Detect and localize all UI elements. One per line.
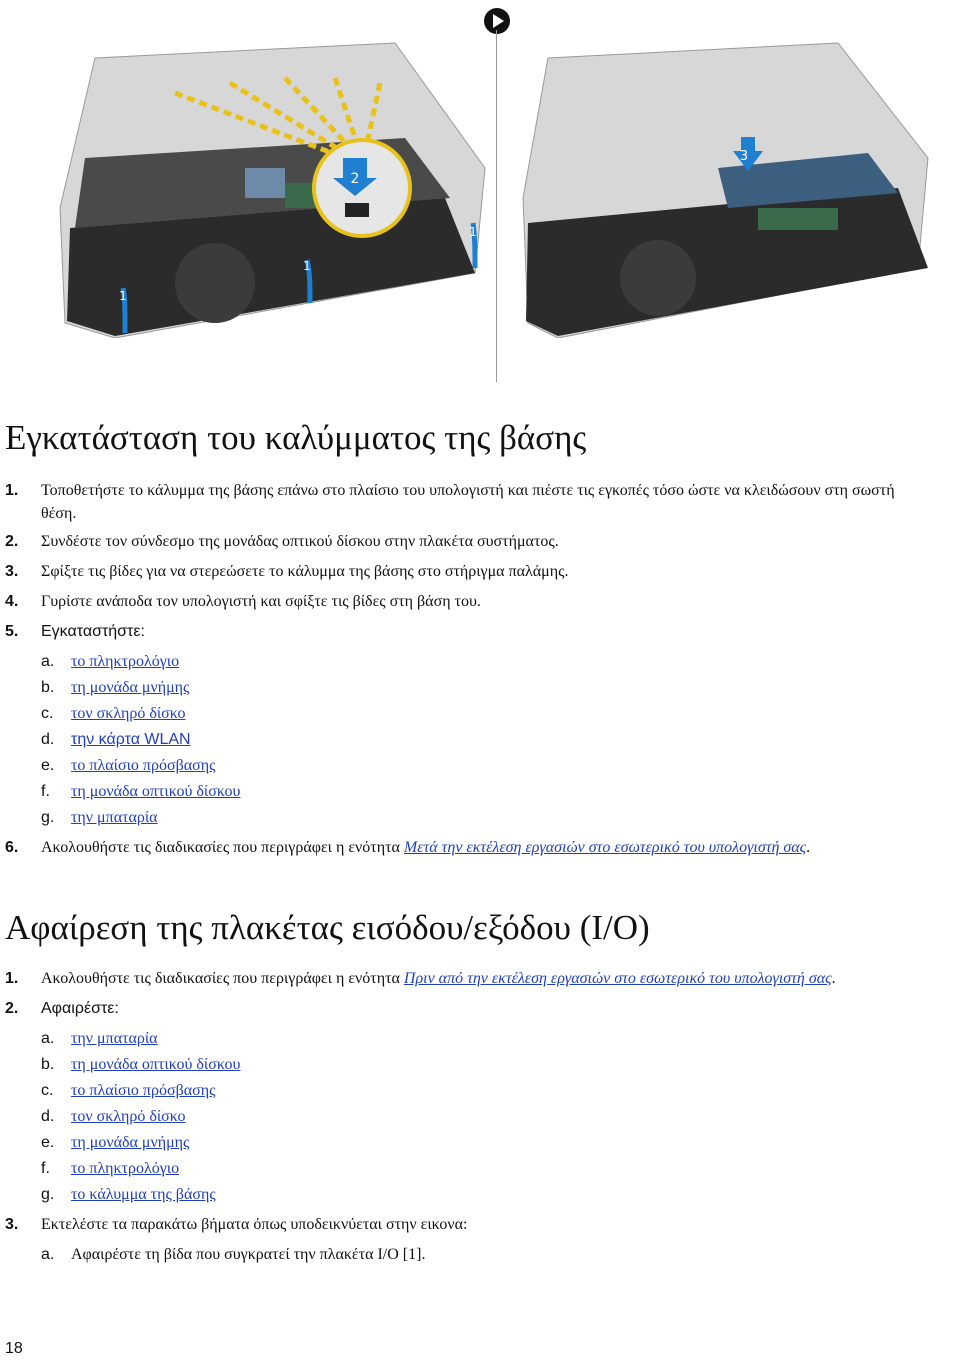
list-item [5, 649, 905, 675]
link-memory-module[interactable]: τη μονάδα μνήμης [71, 1134, 190, 1151]
step-text: Εκτελέστε τα παρακάτω βήματα όπως υποδεικνύεται στην εικονα: [41, 1216, 468, 1233]
step-number: 3. [5, 563, 19, 580]
link-keyboard[interactable]: το πληκτρολόγιο [71, 1160, 180, 1177]
link-optical-drive[interactable]: τη μονάδα οπτικού δίσκου [71, 783, 241, 800]
figure [0, 0, 960, 390]
step-3 [5, 1212, 905, 1238]
list-item [5, 701, 905, 727]
list-item [5, 805, 905, 831]
item-letter: g. [41, 1186, 55, 1203]
step-text-suffix: . [806, 839, 811, 856]
list-item [5, 1078, 905, 1104]
step-5 [5, 619, 905, 645]
step-1 [5, 966, 905, 992]
step-3 [5, 559, 905, 585]
step-2 [5, 529, 905, 555]
section-title-remove-io-board: Αφαίρεση της πλακέτας εισόδου/εξόδου (I/O) [5, 908, 650, 947]
laptop-base-image-left [55, 38, 495, 338]
list-item [5, 753, 905, 779]
link-access-panel[interactable]: το πλαίσιο πρόσβασης [71, 1082, 216, 1099]
list-item [5, 727, 905, 753]
callout-1b: 1 [303, 259, 311, 273]
item-letter: b. [41, 1056, 55, 1073]
link-battery[interactable]: την μπαταρία [71, 1030, 158, 1047]
callout-2: 2 [350, 171, 360, 187]
step-6 [5, 835, 905, 861]
step-text: Εγκαταστήστε: [41, 623, 145, 640]
section-title-install-base-cover: Εγκατάσταση του καλύμματος της βάσης [5, 418, 587, 457]
link-wlan-card[interactable]: την κάρτα WLAN [71, 731, 191, 748]
list-item [5, 1156, 905, 1182]
step-1 [5, 478, 905, 525]
step-number: 1. [5, 970, 19, 987]
list-item [5, 1104, 905, 1130]
step-number: 3. [5, 1216, 19, 1233]
link-base-cover[interactable]: το κάλυμμα της βάσης [71, 1186, 216, 1203]
step-text-suffix: . [831, 970, 836, 987]
step-text: Τοποθετήστε το κάλυμμα της βάσης επάνω στο πλαίσιο του υπολογιστή και πιέστε τις εγκοπές τόσο ώστε να κλειδώσουν στη σωστή θέση. [41, 482, 895, 522]
link-before-working-inside[interactable]: Πριν από την εκτέλεση εργασιών στο εσωτερικό του υπολογιστή σας [403, 970, 832, 987]
step-text: Συνδέστε τον σύνδεσμο της μονάδας οπτικού δίσκου στην πλακέτα συστήματος. [41, 533, 559, 550]
link-optical-drive[interactable]: τη μονάδα οπτικού δίσκου [71, 1056, 241, 1073]
item-letter: b. [41, 679, 55, 696]
item-letter: a. [41, 653, 55, 670]
list-item [5, 1182, 905, 1208]
step-number: 2. [5, 533, 19, 550]
step-number: 6. [5, 839, 19, 856]
callout-3: 3 [739, 149, 749, 164]
callout-1c: 1 [469, 225, 477, 239]
step-4 [5, 589, 905, 615]
item-letter: c. [41, 1082, 54, 1099]
item-letter: e. [41, 1134, 55, 1151]
figure-divider [496, 30, 497, 382]
item-letter: a. [41, 1246, 55, 1263]
step-number: 2. [5, 1000, 19, 1017]
page-number: 18 [5, 1340, 23, 1357]
install-steps [5, 478, 905, 861]
list-item [5, 1026, 905, 1052]
step-text [41, 835, 905, 859]
step-number: 4. [5, 593, 19, 610]
link-memory-module[interactable]: τη μονάδα μνήμης [71, 679, 190, 696]
item-letter: e. [41, 757, 55, 774]
list-item [5, 1130, 905, 1156]
step-text: Αφαιρέστε: [41, 1000, 119, 1017]
laptop-base-image-right [518, 38, 948, 338]
item-text: Αφαιρέστε τη βίδα που συγκρατεί την πλακέτα I/O [1]. [71, 1246, 426, 1263]
step-text: Σφίξτε τις βίδες για να στερεώσετε το κάλυμμα της βάσης στο στήριγμα παλάμης. [41, 563, 569, 580]
step-text [41, 966, 905, 990]
link-keyboard[interactable]: το πληκτρολόγιο [71, 653, 180, 670]
item-letter: d. [41, 731, 55, 748]
item-letter: f. [41, 1160, 50, 1177]
link-access-panel[interactable]: το πλαίσιο πρόσβασης [71, 757, 216, 774]
item-letter: d. [41, 1108, 55, 1125]
step-text: Γυρίστε ανάποδα τον υπολογιστή και σφίξτε τις βίδες στη βάση του. [41, 593, 481, 610]
item-letter: a. [41, 1030, 55, 1047]
callout-1a: 1 [119, 289, 127, 303]
list-item [5, 675, 905, 701]
step-text-prefix: Ακολουθήστε τις διαδικασίες που περιγράφει η ενότητα [41, 970, 404, 987]
step-text-prefix: Ακολουθήστε τις διαδικασίες που περιγράφει η ενότητα [41, 839, 404, 856]
link-battery[interactable]: την μπαταρία [71, 809, 158, 826]
list-item [5, 1052, 905, 1078]
link-hard-drive[interactable]: τον σκληρό δίσκο [71, 1108, 186, 1125]
item-letter: c. [41, 705, 54, 722]
item-letter: f. [41, 783, 50, 800]
item-letter: g. [41, 809, 55, 826]
link-after-working-inside[interactable]: Μετά την εκτέλεση εργασιών στο εσωτερικό του υπολογιστή σας [403, 839, 807, 856]
step-number: 1. [5, 482, 19, 499]
remove-steps [5, 966, 905, 1268]
list-item [5, 779, 905, 805]
step-number: 5. [5, 623, 19, 640]
list-item [5, 1242, 905, 1268]
play-arrow-icon [482, 6, 512, 36]
step-2 [5, 996, 905, 1022]
link-hard-drive[interactable]: τον σκληρό δίσκο [71, 705, 186, 722]
